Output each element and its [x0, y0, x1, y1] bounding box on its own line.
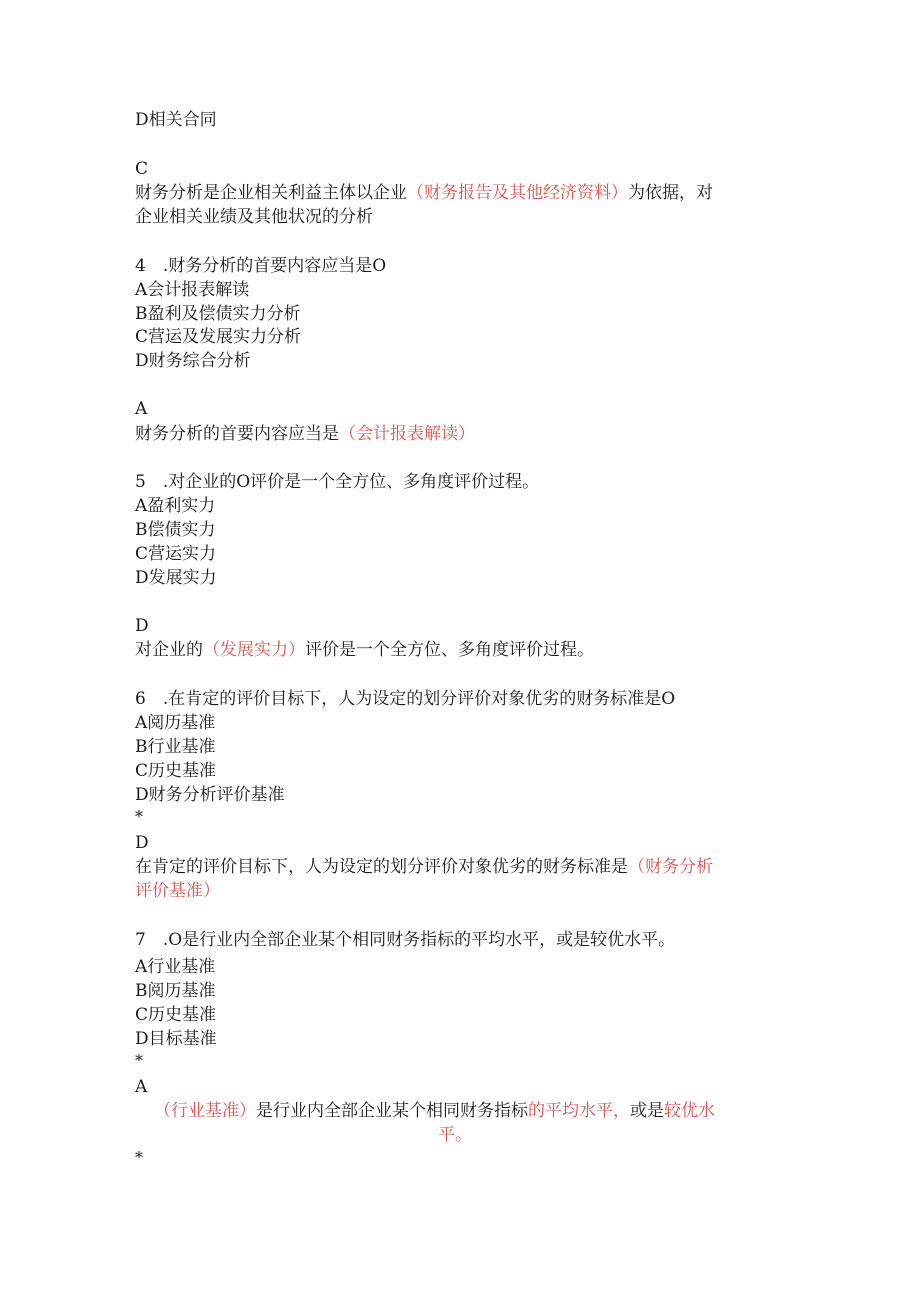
highlighted-answer: （财务分析: [628, 857, 713, 877]
q4-explanation: [135, 422, 775, 446]
q5-option-c: C营运实力: [135, 544, 217, 564]
q6-answer-letter: D: [135, 833, 149, 853]
q5-option-d: D发展实力: [135, 568, 217, 588]
highlighted-answer: （行业基准）: [154, 1101, 256, 1121]
q5-answer-letter: D: [135, 616, 149, 636]
explanation-line: [135, 181, 775, 205]
q4-option-a: A会计报表解读: [135, 280, 250, 300]
q4-option-d: D财务综合分析: [135, 351, 251, 371]
explanation-line: 企业相关业绩及其他状况的分析: [135, 207, 373, 227]
explanation-text: 对企业的: [135, 640, 203, 660]
explanation-text: 财务分析的首要内容应当是: [135, 424, 339, 444]
q4-option-b: B盈利及偿债实力分析: [135, 304, 301, 324]
answer-letter: C: [135, 159, 149, 179]
q4-answer-letter: A: [135, 399, 148, 419]
highlighted-answer: （会计报表解读）: [339, 424, 475, 444]
q6-option-c: C历史基准: [135, 761, 217, 781]
q7-option-a: A行业基准: [135, 957, 216, 977]
explanation-text: 在肯定的评价目标下，人为设定的划分评价对象优劣的财务标准是: [135, 857, 628, 877]
q5-option-a: A盈利实力: [135, 496, 216, 516]
explanation-text: 或是: [630, 1101, 664, 1121]
highlighted-text: 较优水: [664, 1101, 715, 1121]
q5-option-b: B偿债实力: [135, 520, 216, 540]
q6-explanation: [135, 855, 775, 879]
highlighted-answer: （财务报告及其他经济资料）: [407, 183, 628, 203]
q6-explanation-cont: [135, 879, 775, 903]
q7-answer-letter: A: [135, 1077, 148, 1097]
question-4: 4 .财务分析的首要内容应当是O: [135, 256, 387, 276]
option-d-line: D相关合同: [135, 110, 217, 130]
question-6: 6 .在肯定的评价目标下，人为设定的划分评价对象优劣的财务标准是O: [135, 689, 676, 709]
highlighted-answer: （发展实力）: [203, 640, 305, 660]
q4-option-c: C营运及发展实力分析: [135, 327, 302, 347]
question-7: 7 .O是行业内全部企业某个相同财务指标的平均水平，或是较优水平。: [135, 930, 676, 950]
separator-star: *: [135, 807, 143, 826]
q6-option-b: B行业基准: [135, 737, 216, 757]
q6-option-d: D财务分析评价基准: [135, 785, 285, 805]
explanation-text: 评价是一个全方位、多角度评价过程。: [305, 640, 594, 660]
separator-star: *: [135, 1148, 143, 1167]
explanation-text: 为依据，对: [628, 183, 713, 203]
highlighted-answer: 评价基准）: [135, 881, 220, 901]
explanation-text: 财务分析是企业相关利益主体以企业: [135, 183, 407, 203]
q7-option-d: D目标基准: [135, 1029, 217, 1049]
separator-star: *: [135, 1051, 143, 1070]
q5-explanation: [135, 638, 775, 662]
q7-explanation-cont: 平。: [438, 1125, 472, 1145]
highlighted-text: 的平均水平，: [528, 1101, 630, 1121]
q7-option-c: C历史基准: [135, 1005, 217, 1025]
question-5: 5 .对企业的O评价是一个全方位、多角度评价过程。: [135, 472, 540, 492]
q7-option-b: B阅历基准: [135, 981, 216, 1001]
q6-option-a: A阅历基准: [135, 713, 216, 733]
explanation-text: 是行业内全部企业某个相同财务指标: [256, 1101, 528, 1121]
q7-explanation: [154, 1099, 774, 1123]
